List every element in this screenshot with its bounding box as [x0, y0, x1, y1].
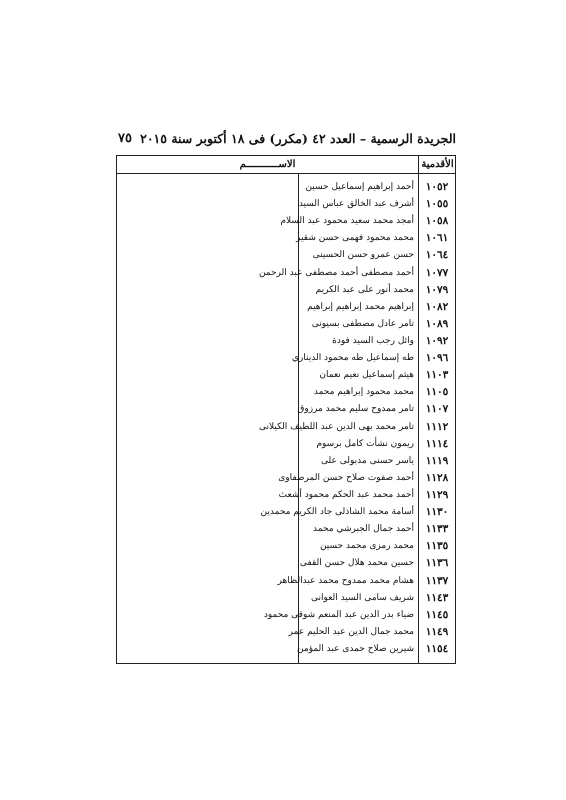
table-row [117, 470, 455, 487]
person-name: أحمد جمال الجبرشي محمد [313, 524, 414, 535]
table-body [117, 179, 455, 658]
seniority-number: ١١٠٣ [425, 369, 449, 382]
person-name: أمجد محمد سعيد محمود عبد السلام [280, 216, 414, 227]
table-row [117, 538, 455, 555]
table-row [117, 247, 455, 264]
seniority-column-header: الأقدمية [421, 159, 454, 170]
table-row [117, 504, 455, 521]
person-name: طه إسماعيل طه محمود الديناري [291, 353, 414, 364]
table-row [117, 265, 455, 282]
seniority-number: ١١٣٠ [425, 506, 449, 519]
seniority-number: ١١٣٣ [425, 523, 449, 536]
person-name: أحمد محمد عبد الحكم محمود أشعث [278, 489, 414, 500]
seniority-number: ١١١٩ [425, 454, 449, 467]
person-name: محمد رمزى محمد حسين [319, 541, 414, 552]
seniority-number: ١٠٥٨ [425, 215, 449, 228]
person-name: هيثم إسماعيل نعيم نعمان [319, 370, 414, 381]
person-name: تامر محمد بهى الدين عبد اللطيف الكيلانى [259, 421, 414, 432]
person-name: تامر ممدوح سليم محمد مرزوق [297, 404, 414, 415]
seniority-number: ١٠٥٥ [425, 198, 449, 211]
page-number: ٧٥ [118, 130, 132, 146]
table-row [117, 436, 455, 453]
table-row [117, 487, 455, 504]
person-name: محمد محمود إبراهيم محمد [313, 387, 414, 398]
name-column-header: الاســـــــــــم [239, 159, 296, 170]
person-name: إبراهيم محمد إبراهيم إبراهيم [307, 301, 414, 312]
person-name: تامر عادل مصطفى بسيونى [311, 318, 414, 329]
seniority-number: ١٠٥٢ [425, 181, 449, 193]
seniority-number: ١١٠٧ [425, 403, 449, 416]
table-row [117, 299, 455, 316]
person-name: وائل رجب السيد فودة [332, 335, 414, 346]
person-name: ريمون نشأت كامل برسوم [316, 438, 414, 449]
seniority-number: ١٠٩٦ [425, 352, 449, 365]
seniority-number: ١١٣٥ [425, 540, 449, 553]
person-name: أحمد مصطفى أحمد مصطفى عبد الرحمن [258, 267, 414, 278]
seniority-number: ١٠٨٢ [425, 300, 449, 313]
header-divider [117, 173, 455, 174]
person-name: محمد أنور على عبد الكريم [315, 284, 414, 295]
person-name: أشرف عبد الخالق عباس السيد [298, 199, 414, 210]
person-name: أحمد صفوت صلاح حسن المرصفاوى [278, 472, 414, 483]
person-name: أحمد إبراهيم إسماعيل حسين [305, 182, 414, 192]
page-header [118, 128, 456, 148]
table-row [117, 196, 455, 213]
table-row [117, 213, 455, 230]
person-name: شريف سامى السيد العوانى [311, 592, 414, 603]
seniority-number: ١١٢٨ [425, 471, 449, 484]
table-row [117, 230, 455, 247]
person-name: محمد محمود فهمى حسن شقير [296, 233, 414, 244]
table-row [117, 384, 455, 401]
seniority-number: ١١٥٤ [425, 642, 449, 655]
table-row [117, 624, 455, 641]
gazette-title: الجريدة الرسمية – العدد ٤٢ (مكرر) فى ١٨ أكتوبر سنة ٢٠١٥ [140, 130, 456, 146]
seniority-number: ١١٠٥ [425, 386, 449, 399]
seniority-number: ١١١٢ [425, 420, 449, 433]
seniority-number: ١٠٧٩ [425, 283, 449, 296]
table-row [117, 641, 455, 658]
seniority-number: ١١٤٥ [425, 608, 449, 621]
table-row [117, 350, 455, 367]
seniority-number: ١١٣٧ [425, 574, 449, 587]
table-row [117, 573, 455, 590]
seniority-number: ١٠٦٤ [425, 249, 449, 262]
seniority-number: ١٠٩٢ [425, 334, 449, 347]
table-row [117, 607, 455, 624]
seniority-number: ١١٤٩ [425, 625, 449, 638]
table-row [117, 316, 455, 333]
table-row [117, 179, 455, 196]
seniority-number: ١١٤٣ [425, 591, 449, 604]
table-row [117, 453, 455, 470]
table-row [117, 521, 455, 538]
person-name: ضياء بدر الدين عبد المنعم شوقى محمود [263, 609, 414, 620]
table-row [117, 333, 455, 350]
person-name: ياسر حسنى مدبولى على [321, 455, 414, 466]
table-row [117, 590, 455, 607]
table-row [117, 401, 455, 418]
table-row [117, 555, 455, 572]
seniority-number: ١٠٧٧ [425, 266, 449, 279]
seniority-number: ١١١٤ [425, 437, 449, 450]
seniority-number: ١٠٨٩ [425, 317, 449, 330]
person-name: هشام محمد ممدوح محمد عبدالظاهر [277, 575, 414, 586]
person-name: محمد جمال الدين عبد الحليم عمر [288, 626, 414, 637]
seniority-number: ١١٣٦ [425, 557, 449, 570]
person-name: أسامة محمد الشاذلى جاد الكريم محمدين [260, 507, 414, 518]
seniority-number: ١١٢٩ [425, 488, 449, 501]
person-name: حسن عمرو حسن الحسينى [312, 250, 414, 261]
table-row [117, 282, 455, 299]
seniority-number: ١٠٦١ [425, 232, 449, 245]
person-name: حسين محمد هلال حسن القفى [299, 558, 414, 569]
person-name: شيرين صلاح حمدى عبد المؤمن [297, 643, 414, 654]
table-row [117, 367, 455, 384]
seniority-table [116, 155, 456, 664]
table-row [117, 419, 455, 436]
